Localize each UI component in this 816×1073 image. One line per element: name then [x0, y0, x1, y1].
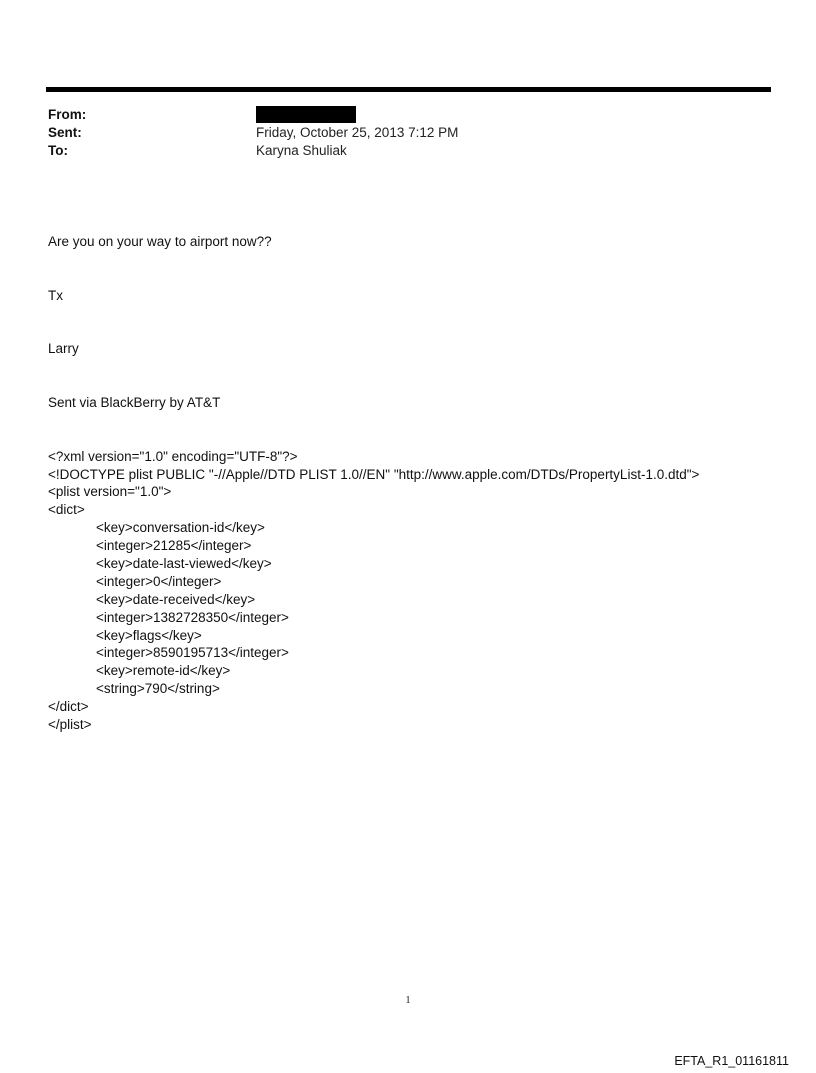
xml-line: <key>conversation-id</key> [96, 520, 265, 536]
xml-line: <plist version="1.0"> [48, 484, 172, 500]
xml-line: <key>flags</key> [96, 627, 202, 643]
sent-value: Friday, October 25, 2013 7:12 PM [256, 125, 459, 140]
to-label: To: [48, 143, 68, 158]
xml-plist-block [48, 448, 788, 734]
from-row [48, 106, 748, 124]
xml-line: <key>date-received</key> [96, 591, 256, 607]
to-value: Karyna Shuliak [256, 143, 347, 158]
xml-line: <integer>8590195713</integer> [96, 645, 289, 661]
sent-row [48, 124, 748, 142]
page-number: 1 [405, 995, 411, 1006]
message-line: Are you on your way to airport now?? [48, 233, 272, 249]
xml-line: <dict> [48, 502, 85, 518]
to-row [48, 142, 748, 160]
xml-line: <key>date-last-viewed</key> [96, 555, 272, 571]
redaction-bar [256, 106, 356, 123]
xml-line: </plist> [48, 716, 92, 732]
email-header [48, 106, 748, 160]
xml-line: </dict> [48, 699, 89, 715]
from-label: From: [48, 107, 87, 122]
message-line: Sent via BlackBerry by AT&T [48, 394, 221, 410]
xml-line: <key>remote-id</key> [96, 663, 231, 679]
email-body [48, 197, 788, 752]
xml-line: <?xml version="1.0" encoding="UTF-8"?> [48, 448, 298, 464]
xml-line: <integer>21285</integer> [96, 538, 252, 554]
top-rule [46, 87, 771, 92]
xml-line: <integer>0</integer> [96, 573, 222, 589]
document-id: EFTA_R1_01161811 [674, 1054, 789, 1068]
xml-line: <!DOCTYPE plist PUBLIC "-//Apple//DTD PLIST 1.0//EN" "http://www.apple.com/DTDs/PropertyList-1.0.dtd"> [48, 466, 700, 482]
sent-label: Sent: [48, 125, 82, 140]
message-line: Tx [48, 287, 63, 303]
xml-line: <integer>1382728350</integer> [96, 609, 289, 625]
message-line: Larry [48, 341, 79, 357]
xml-line: <string>790</string> [96, 681, 220, 697]
